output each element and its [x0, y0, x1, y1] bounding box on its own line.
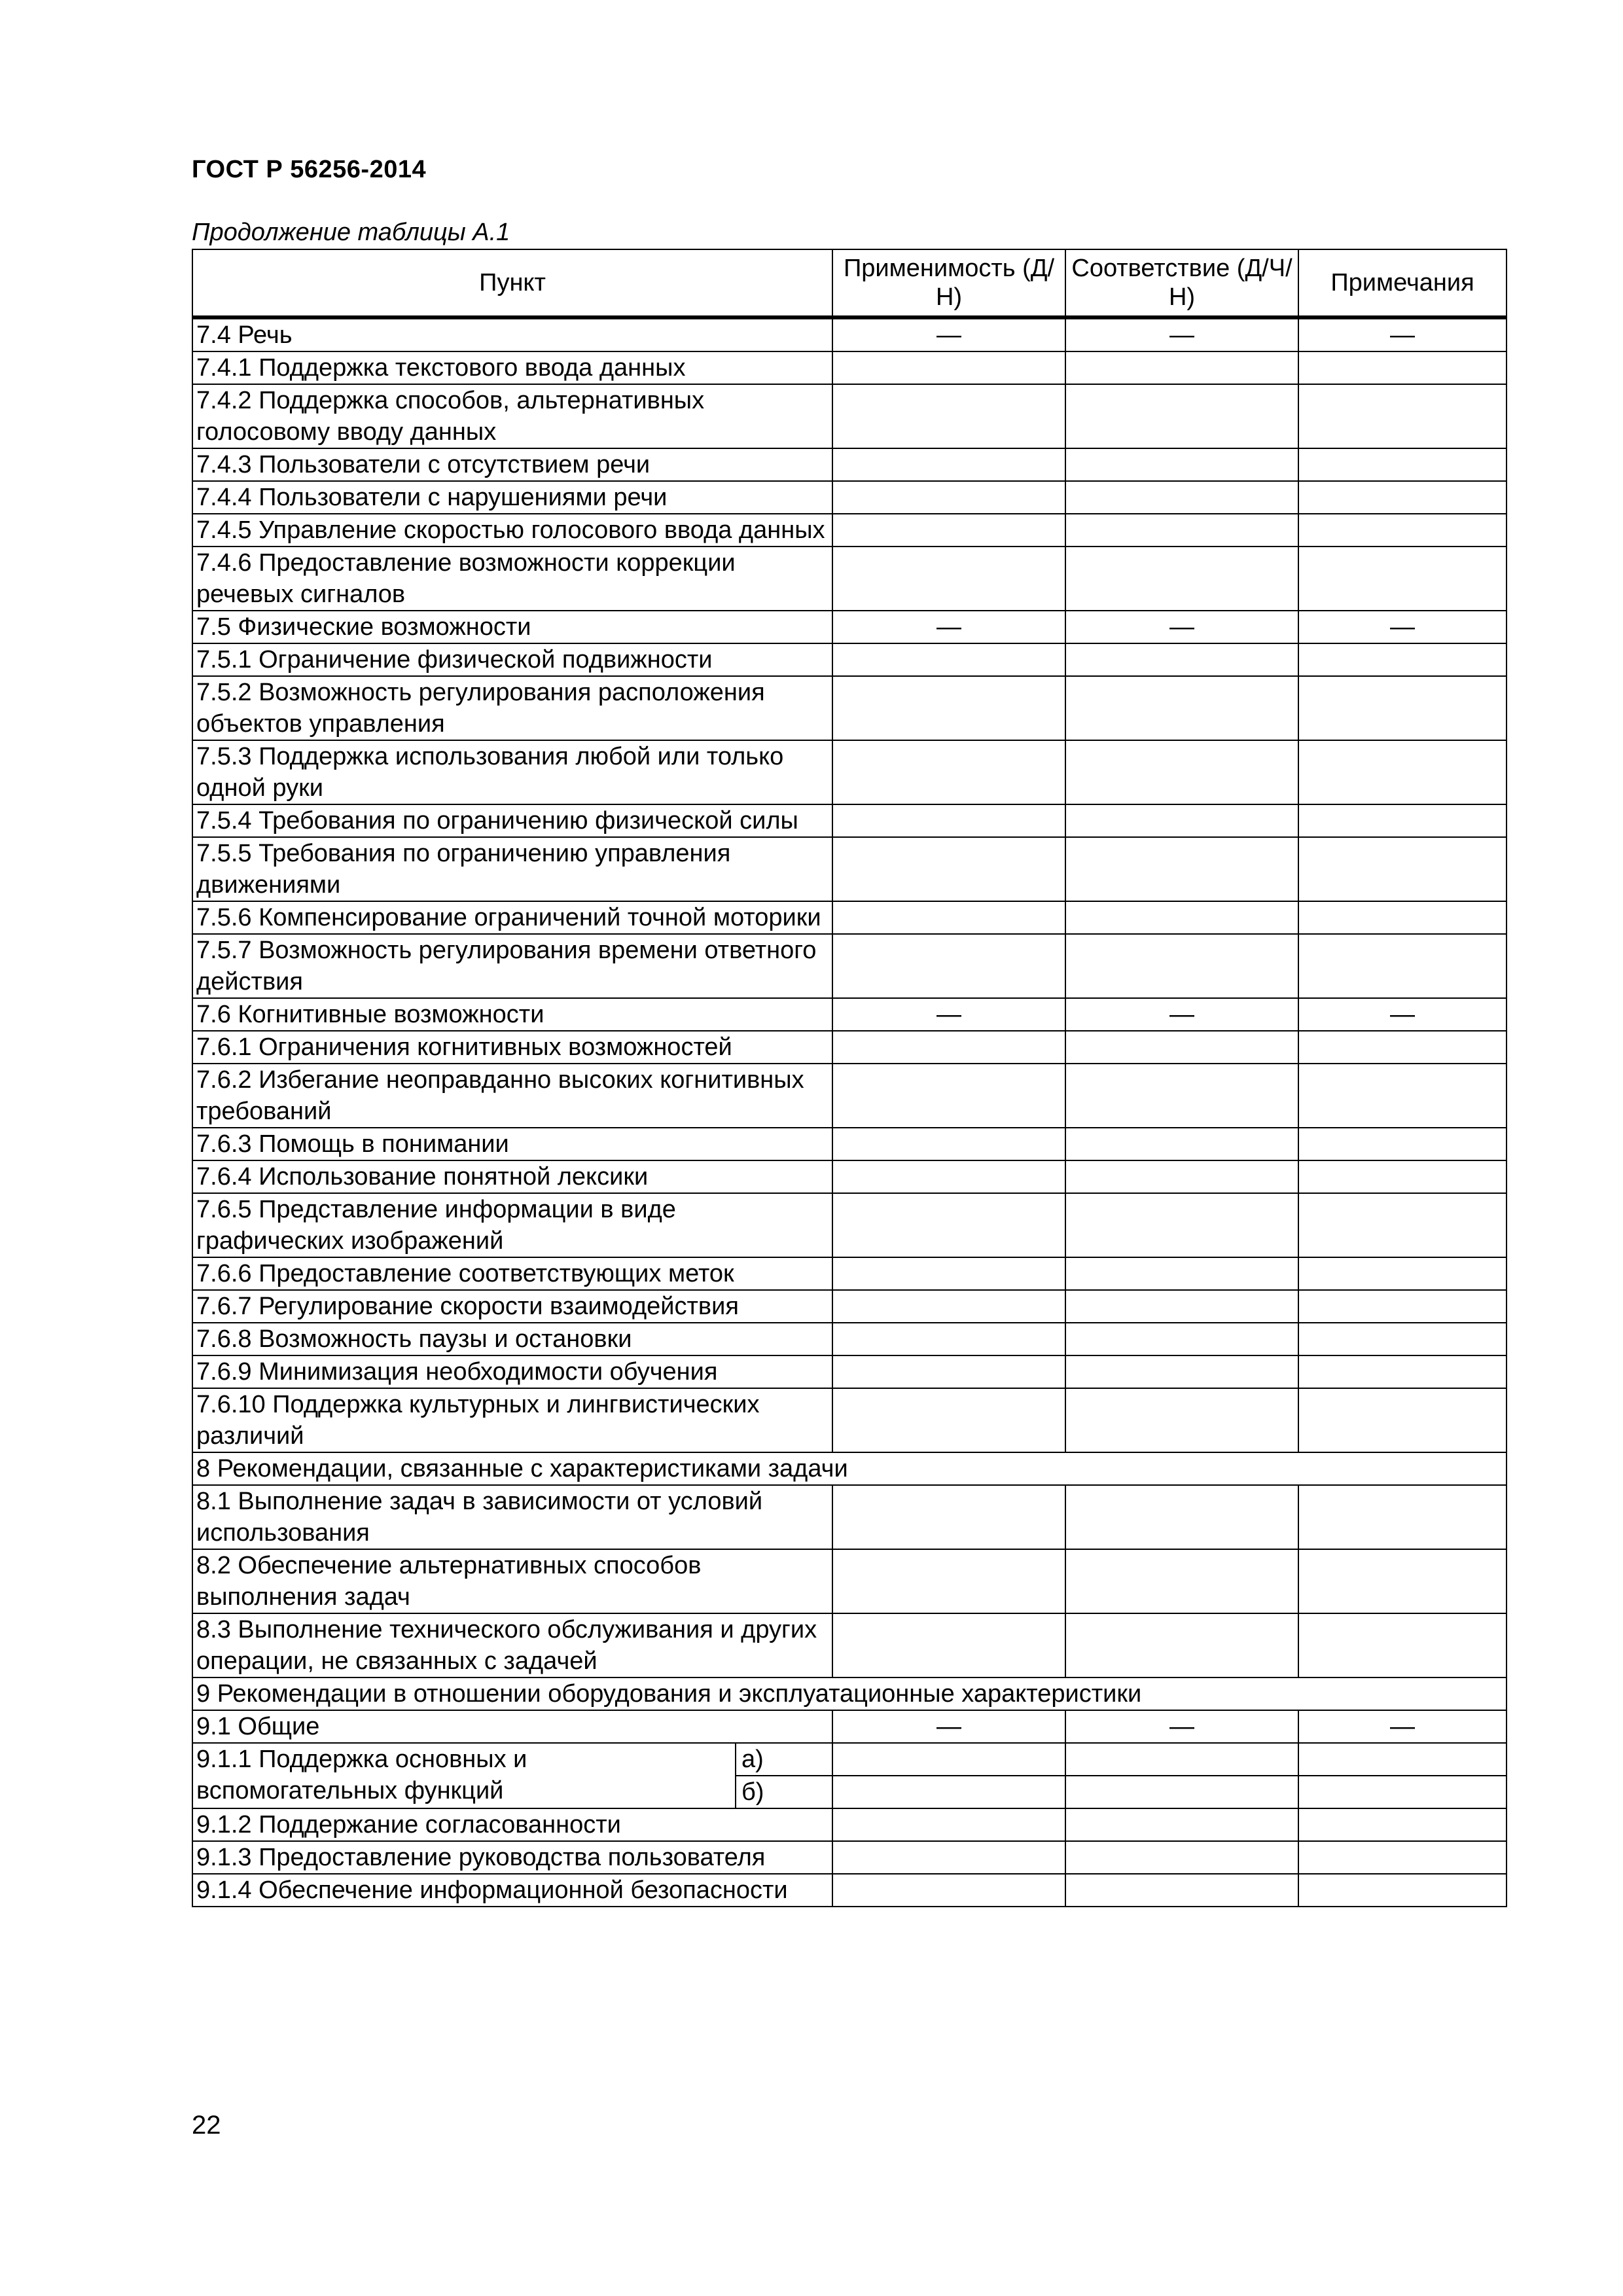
notes-cell[interactable] — [1298, 351, 1507, 384]
compliance-cell[interactable] — [1065, 1743, 1298, 1776]
notes-cell[interactable] — [1298, 1743, 1507, 1776]
column-header-applicability: Применимость (Д/Н) — [832, 249, 1065, 317]
table-row — [192, 481, 1507, 514]
section-heading: 7.5 Физические возможности — [192, 611, 832, 643]
item-cell: 7.4.2 Поддержка способов, альтернативных голосовому вводу данных — [192, 384, 832, 448]
item-cell: 7.4.3 Пользователи с отсутствием речи — [192, 448, 832, 481]
table-row — [192, 1355, 1507, 1388]
table-row — [192, 998, 1507, 1031]
dash-cell: — — [1298, 998, 1507, 1031]
section-heading: 7.4 Речь — [192, 317, 832, 351]
table-row — [192, 1874, 1507, 1907]
table-row — [192, 934, 1507, 998]
applicability-cell[interactable] — [832, 1743, 1065, 1776]
table-row — [192, 837, 1507, 901]
compliance-cell[interactable] — [1065, 351, 1298, 384]
table-row — [192, 514, 1507, 547]
dash-cell: — — [1065, 1710, 1298, 1743]
notes-cell[interactable] — [1298, 1549, 1507, 1613]
compliance-cell[interactable] — [1065, 514, 1298, 547]
dash-cell: — — [832, 611, 1065, 643]
compliance-cell[interactable] — [1065, 643, 1298, 676]
compliance-cell[interactable] — [1065, 384, 1298, 448]
applicability-cell[interactable] — [832, 1193, 1065, 1257]
notes-cell[interactable] — [1298, 1355, 1507, 1388]
item-cell: 7.6.4 Использование понятной лексики — [192, 1160, 832, 1193]
item-cell: 7.4.6 Предоставление возможности коррекции речевых сигналов — [192, 547, 832, 611]
notes-cell[interactable] — [1298, 1031, 1507, 1064]
sub-item-b: б) — [736, 1776, 832, 1808]
table-row — [192, 547, 1507, 611]
notes-cell[interactable] — [1298, 1808, 1507, 1841]
dash-cell: — — [1298, 611, 1507, 643]
item-cell: 9.1.2 Поддержание согласованности — [192, 1808, 832, 1841]
compliance-cell[interactable] — [1065, 901, 1298, 934]
applicability-cell[interactable] — [832, 901, 1065, 934]
table-row — [192, 1290, 1507, 1323]
compliance-cell[interactable] — [1065, 1613, 1298, 1677]
notes-cell[interactable] — [1298, 1257, 1507, 1290]
compliance-cell[interactable] — [1065, 1128, 1298, 1160]
table-header-row — [192, 249, 1507, 317]
sub-item-a: а) — [736, 1743, 832, 1776]
notes-cell[interactable] — [1298, 934, 1507, 998]
item-cell: 9.1.4 Обеспечение информационной безопасности — [192, 1874, 832, 1907]
notes-cell[interactable] — [1298, 1485, 1507, 1549]
item-cell: 9.1.1 Поддержка основных и вспомогательных функций — [192, 1743, 736, 1808]
compliance-cell[interactable] — [1065, 1485, 1298, 1549]
notes-cell[interactable] — [1298, 1841, 1507, 1874]
item-cell: 7.6.5 Представление информации в виде графических изображений — [192, 1193, 832, 1257]
notes-cell[interactable] — [1298, 1128, 1507, 1160]
applicability-cell[interactable] — [832, 1776, 1065, 1808]
notes-cell[interactable] — [1298, 547, 1507, 611]
item-cell: 8.3 Выполнение технического обслуживания и других операции, не связанных с задачей — [192, 1613, 832, 1677]
notes-cell[interactable] — [1298, 1776, 1507, 1808]
table-row — [192, 1160, 1507, 1193]
item-cell: 8.1 Выполнение задач в зависимости от условий использования — [192, 1485, 832, 1549]
notes-cell[interactable] — [1298, 448, 1507, 481]
table-row — [192, 1613, 1507, 1677]
applicability-cell[interactable] — [832, 1613, 1065, 1677]
applicability-cell[interactable] — [832, 676, 1065, 740]
compliance-cell[interactable] — [1065, 1323, 1298, 1355]
applicability-cell[interactable] — [832, 351, 1065, 384]
compliance-cell[interactable] — [1065, 1193, 1298, 1257]
compliance-cell[interactable] — [1065, 1388, 1298, 1452]
section-heading: 8 Рекомендации, связанные с характеристиками задачи — [192, 1452, 1507, 1485]
applicability-cell[interactable] — [832, 1031, 1065, 1064]
table-row — [192, 384, 1507, 448]
notes-cell[interactable] — [1298, 514, 1507, 547]
applicability-cell[interactable] — [832, 1841, 1065, 1874]
item-cell: 8.2 Обеспечение альтернативных способов выполнения задач — [192, 1549, 832, 1613]
applicability-cell[interactable] — [832, 1128, 1065, 1160]
table-row — [192, 1710, 1507, 1743]
column-header-compliance: Соответствие (Д/Ч/Н) — [1065, 249, 1298, 317]
compliance-cell[interactable] — [1065, 1808, 1298, 1841]
table-row — [192, 448, 1507, 481]
dash-cell: — — [832, 1710, 1065, 1743]
notes-cell[interactable] — [1298, 1290, 1507, 1323]
applicability-cell[interactable] — [832, 643, 1065, 676]
table-row — [192, 676, 1507, 740]
item-cell: 7.6.1 Ограничения когнитивных возможностей — [192, 1031, 832, 1064]
compliance-cell[interactable] — [1065, 837, 1298, 901]
applicability-cell[interactable] — [832, 740, 1065, 804]
table-row — [192, 804, 1507, 837]
compliance-cell[interactable] — [1065, 1549, 1298, 1613]
compliance-cell[interactable] — [1065, 1776, 1298, 1808]
table-row — [192, 643, 1507, 676]
notes-cell[interactable] — [1298, 1160, 1507, 1193]
compliance-cell[interactable] — [1065, 1064, 1298, 1128]
applicability-cell[interactable] — [832, 837, 1065, 901]
applicability-cell[interactable] — [832, 1257, 1065, 1290]
applicability-cell[interactable] — [832, 514, 1065, 547]
compliance-cell[interactable] — [1065, 1290, 1298, 1323]
compliance-table — [192, 249, 1507, 1907]
notes-cell[interactable] — [1298, 1388, 1507, 1452]
compliance-cell[interactable] — [1065, 676, 1298, 740]
compliance-cell[interactable] — [1065, 547, 1298, 611]
item-cell: 7.4.4 Пользователи с нарушениями речи — [192, 481, 832, 514]
dash-cell: — — [1065, 611, 1298, 643]
applicability-cell[interactable] — [832, 547, 1065, 611]
item-cell: 7.4.5 Управление скоростью голосового ввода данных — [192, 514, 832, 547]
table-row — [192, 1677, 1507, 1710]
table-row — [192, 317, 1507, 351]
table-row — [192, 901, 1507, 934]
notes-cell[interactable] — [1298, 740, 1507, 804]
table-row — [192, 611, 1507, 643]
item-cell: 7.5.2 Возможность регулирования расположения объектов управления — [192, 676, 832, 740]
table-row — [192, 740, 1507, 804]
notes-cell[interactable] — [1298, 804, 1507, 837]
compliance-cell[interactable] — [1065, 1355, 1298, 1388]
applicability-cell[interactable] — [832, 1874, 1065, 1907]
applicability-cell[interactable] — [832, 1323, 1065, 1355]
compliance-cell[interactable] — [1065, 740, 1298, 804]
compliance-cell[interactable] — [1065, 934, 1298, 998]
table-row — [192, 1808, 1507, 1841]
notes-cell[interactable] — [1298, 1874, 1507, 1907]
table-row — [192, 1549, 1507, 1613]
item-cell: 7.6.3 Помощь в понимании — [192, 1128, 832, 1160]
dash-cell: — — [1298, 1710, 1507, 1743]
dash-cell: — — [1298, 317, 1507, 351]
applicability-cell[interactable] — [832, 1160, 1065, 1193]
table-row — [192, 1485, 1507, 1549]
item-cell: 7.5.3 Поддержка использования любой или только одной руки — [192, 740, 832, 804]
table-row — [192, 1323, 1507, 1355]
item-cell: 7.5.6 Компенсирование ограничений точной моторики — [192, 901, 832, 934]
table-row — [192, 1841, 1507, 1874]
section-heading: 9 Рекомендации в отношении оборудования и эксплуатационные характеристики — [192, 1677, 1507, 1710]
compliance-cell[interactable] — [1065, 804, 1298, 837]
notes-cell[interactable] — [1298, 676, 1507, 740]
applicability-cell[interactable] — [832, 934, 1065, 998]
table-row — [192, 1031, 1507, 1064]
applicability-cell[interactable] — [832, 1064, 1065, 1128]
table-row — [192, 1452, 1507, 1485]
table-row — [192, 1743, 1507, 1776]
item-cell: 7.6.9 Минимизация необходимости обучения — [192, 1355, 832, 1388]
compliance-cell[interactable] — [1065, 1841, 1298, 1874]
compliance-cell[interactable] — [1065, 481, 1298, 514]
table-row — [192, 1388, 1507, 1452]
notes-cell[interactable] — [1298, 1613, 1507, 1677]
item-cell: 7.6.10 Поддержка культурных и лингвистических различий — [192, 1388, 832, 1452]
notes-cell[interactable] — [1298, 901, 1507, 934]
dash-cell: — — [1065, 317, 1298, 351]
item-cell: 7.5.5 Требования по ограничению управления движениями — [192, 837, 832, 901]
applicability-cell[interactable] — [832, 384, 1065, 448]
applicability-cell[interactable] — [832, 804, 1065, 837]
compliance-cell[interactable] — [1065, 1160, 1298, 1193]
applicability-cell[interactable] — [832, 481, 1065, 514]
dash-cell: — — [1065, 998, 1298, 1031]
table-row — [192, 351, 1507, 384]
column-header-notes: Примечания — [1298, 249, 1507, 317]
applicability-cell[interactable] — [832, 1355, 1065, 1388]
page-number: 22 — [192, 2111, 221, 2140]
notes-cell[interactable] — [1298, 384, 1507, 448]
compliance-cell[interactable] — [1065, 1257, 1298, 1290]
table-row — [192, 1064, 1507, 1128]
item-cell: 7.6.7 Регулирование скорости взаимодействия — [192, 1290, 832, 1323]
item-cell: 7.6.2 Избегание неоправданно высоких когнитивных требований — [192, 1064, 832, 1128]
dash-cell: — — [832, 317, 1065, 351]
notes-cell[interactable] — [1298, 1193, 1507, 1257]
item-cell: 7.5.1 Ограничение физической подвижности — [192, 643, 832, 676]
notes-cell[interactable] — [1298, 643, 1507, 676]
compliance-cell[interactable] — [1065, 1874, 1298, 1907]
table-row — [192, 1193, 1507, 1257]
document-title: ГОСТ Р 56256-2014 — [192, 156, 427, 183]
section-heading: 7.6 Когнитивные возможности — [192, 998, 832, 1031]
compliance-cell[interactable] — [1065, 1031, 1298, 1064]
table-row — [192, 1128, 1507, 1160]
item-cell: 7.4.1 Поддержка текстового ввода данных — [192, 351, 832, 384]
notes-cell[interactable] — [1298, 837, 1507, 901]
table-row — [192, 1257, 1507, 1290]
column-header-item: Пункт — [192, 249, 832, 317]
applicability-cell[interactable] — [832, 1485, 1065, 1549]
item-cell: 9.1.3 Предоставление руководства пользователя — [192, 1841, 832, 1874]
table-caption: Продолжение таблицы А.1 — [192, 219, 510, 246]
applicability-cell[interactable] — [832, 1290, 1065, 1323]
dash-cell: — — [832, 998, 1065, 1031]
applicability-cell[interactable] — [832, 1388, 1065, 1452]
applicability-cell[interactable] — [832, 1808, 1065, 1841]
notes-cell[interactable] — [1298, 481, 1507, 514]
applicability-cell[interactable] — [832, 448, 1065, 481]
notes-cell[interactable] — [1298, 1323, 1507, 1355]
item-cell: 7.6.8 Возможность паузы и остановки — [192, 1323, 832, 1355]
item-cell: 9.1 Общие — [192, 1710, 832, 1743]
item-cell: 7.5.4 Требования по ограничению физической силы — [192, 804, 832, 837]
applicability-cell[interactable] — [832, 1549, 1065, 1613]
item-cell: 7.6.6 Предоставление соответствующих меток — [192, 1257, 832, 1290]
item-cell: 7.5.7 Возможность регулирования времени ответного действия — [192, 934, 832, 998]
notes-cell[interactable] — [1298, 1064, 1507, 1128]
compliance-cell[interactable] — [1065, 448, 1298, 481]
